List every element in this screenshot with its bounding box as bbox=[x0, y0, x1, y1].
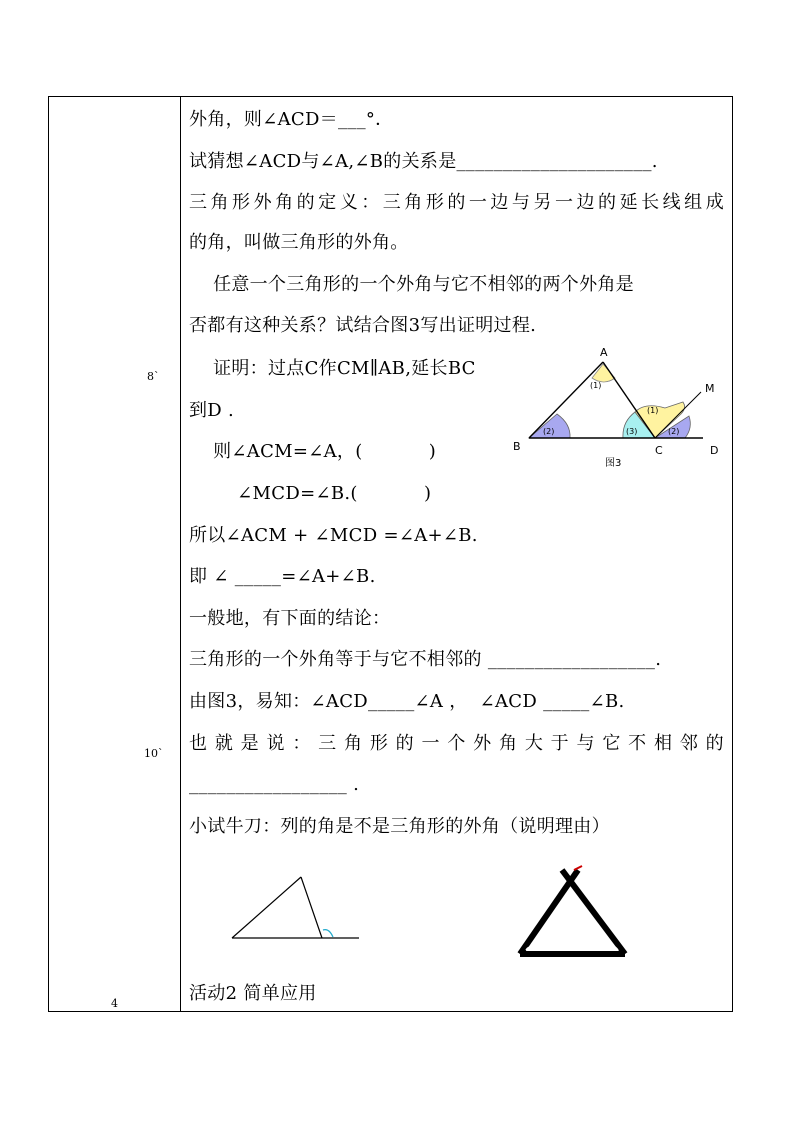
text-line: 则∠ACM=∠A，( ) bbox=[189, 441, 437, 462]
figure-3-diagram bbox=[505, 342, 730, 472]
text-line: 否都有这种关系？试结合图3写出证明过程. bbox=[189, 315, 537, 336]
text-line: 试猜想∠ACD与∠A,∠B的关系是_____________________. bbox=[189, 151, 658, 172]
side-left bbox=[232, 877, 301, 938]
text-line: 也就是说：三角形的一个外角大于与它不相邻的 bbox=[189, 733, 724, 754]
angle-arc-left bbox=[526, 947, 536, 950]
point-label-c: C bbox=[655, 444, 663, 457]
figure-caption: 图3 bbox=[605, 458, 622, 469]
time-label-10: 10` bbox=[144, 747, 164, 760]
text-line: 三角形外角的定义：三角形的一边与另一边的延长线组成 bbox=[189, 192, 724, 213]
text-line: 三角形的一个外角等于与它不相邻的 __________________. bbox=[189, 649, 662, 670]
angle-label: (1) bbox=[590, 381, 602, 390]
point-label-m: M bbox=[705, 382, 715, 395]
angle-fill-a bbox=[592, 364, 615, 382]
text-line: 活动2 简单应用 bbox=[189, 983, 317, 1004]
text-line: _________________ . bbox=[189, 774, 360, 795]
red-tick bbox=[574, 866, 582, 870]
angle-label: (2) bbox=[668, 427, 680, 436]
angle-label: (2) bbox=[543, 427, 555, 436]
text-line: 由图3，易知：∠ACD_____∠A ， ∠ACD _____∠B. bbox=[189, 691, 625, 712]
time-label-8: 8` bbox=[147, 370, 160, 383]
text-line: 到D . bbox=[189, 400, 235, 421]
practice-triangle-1 bbox=[225, 870, 370, 945]
text-line: 任意一个三角形的一个外角与它不相邻的两个外角是 bbox=[189, 274, 634, 295]
angle-label: (1) bbox=[647, 406, 659, 415]
text-line: 小试牛刀：列的角是不是三角形的外角（说明理由） bbox=[189, 816, 610, 837]
text-line: 证明：过点C作CM∥AB,延长BC bbox=[189, 358, 476, 379]
text-line: 一般地，有下面的结论： bbox=[189, 608, 391, 629]
practice-triangle-2 bbox=[510, 862, 640, 962]
text-line: 所以∠ACM + ∠MCD =∠A+∠B. bbox=[189, 525, 478, 546]
point-label-b: B bbox=[513, 440, 521, 453]
side-right-thick bbox=[562, 870, 625, 954]
text-line: 的角，叫做三角形的外角。 bbox=[189, 232, 409, 253]
text-line: ∠MCD=∠B.( ) bbox=[189, 483, 432, 504]
column-divider bbox=[180, 97, 181, 1011]
point-label-a: A bbox=[600, 346, 608, 359]
angle-arc bbox=[323, 930, 333, 937]
page-number: 4 bbox=[111, 997, 118, 1010]
point-label-d: D bbox=[710, 444, 719, 457]
text-line: 外角，则∠ACD＝___°． bbox=[189, 109, 394, 130]
text-line: 即 ∠ _____=∠A+∠B. bbox=[189, 566, 376, 587]
angle-label: (3) bbox=[626, 427, 638, 436]
side-right bbox=[301, 877, 322, 938]
